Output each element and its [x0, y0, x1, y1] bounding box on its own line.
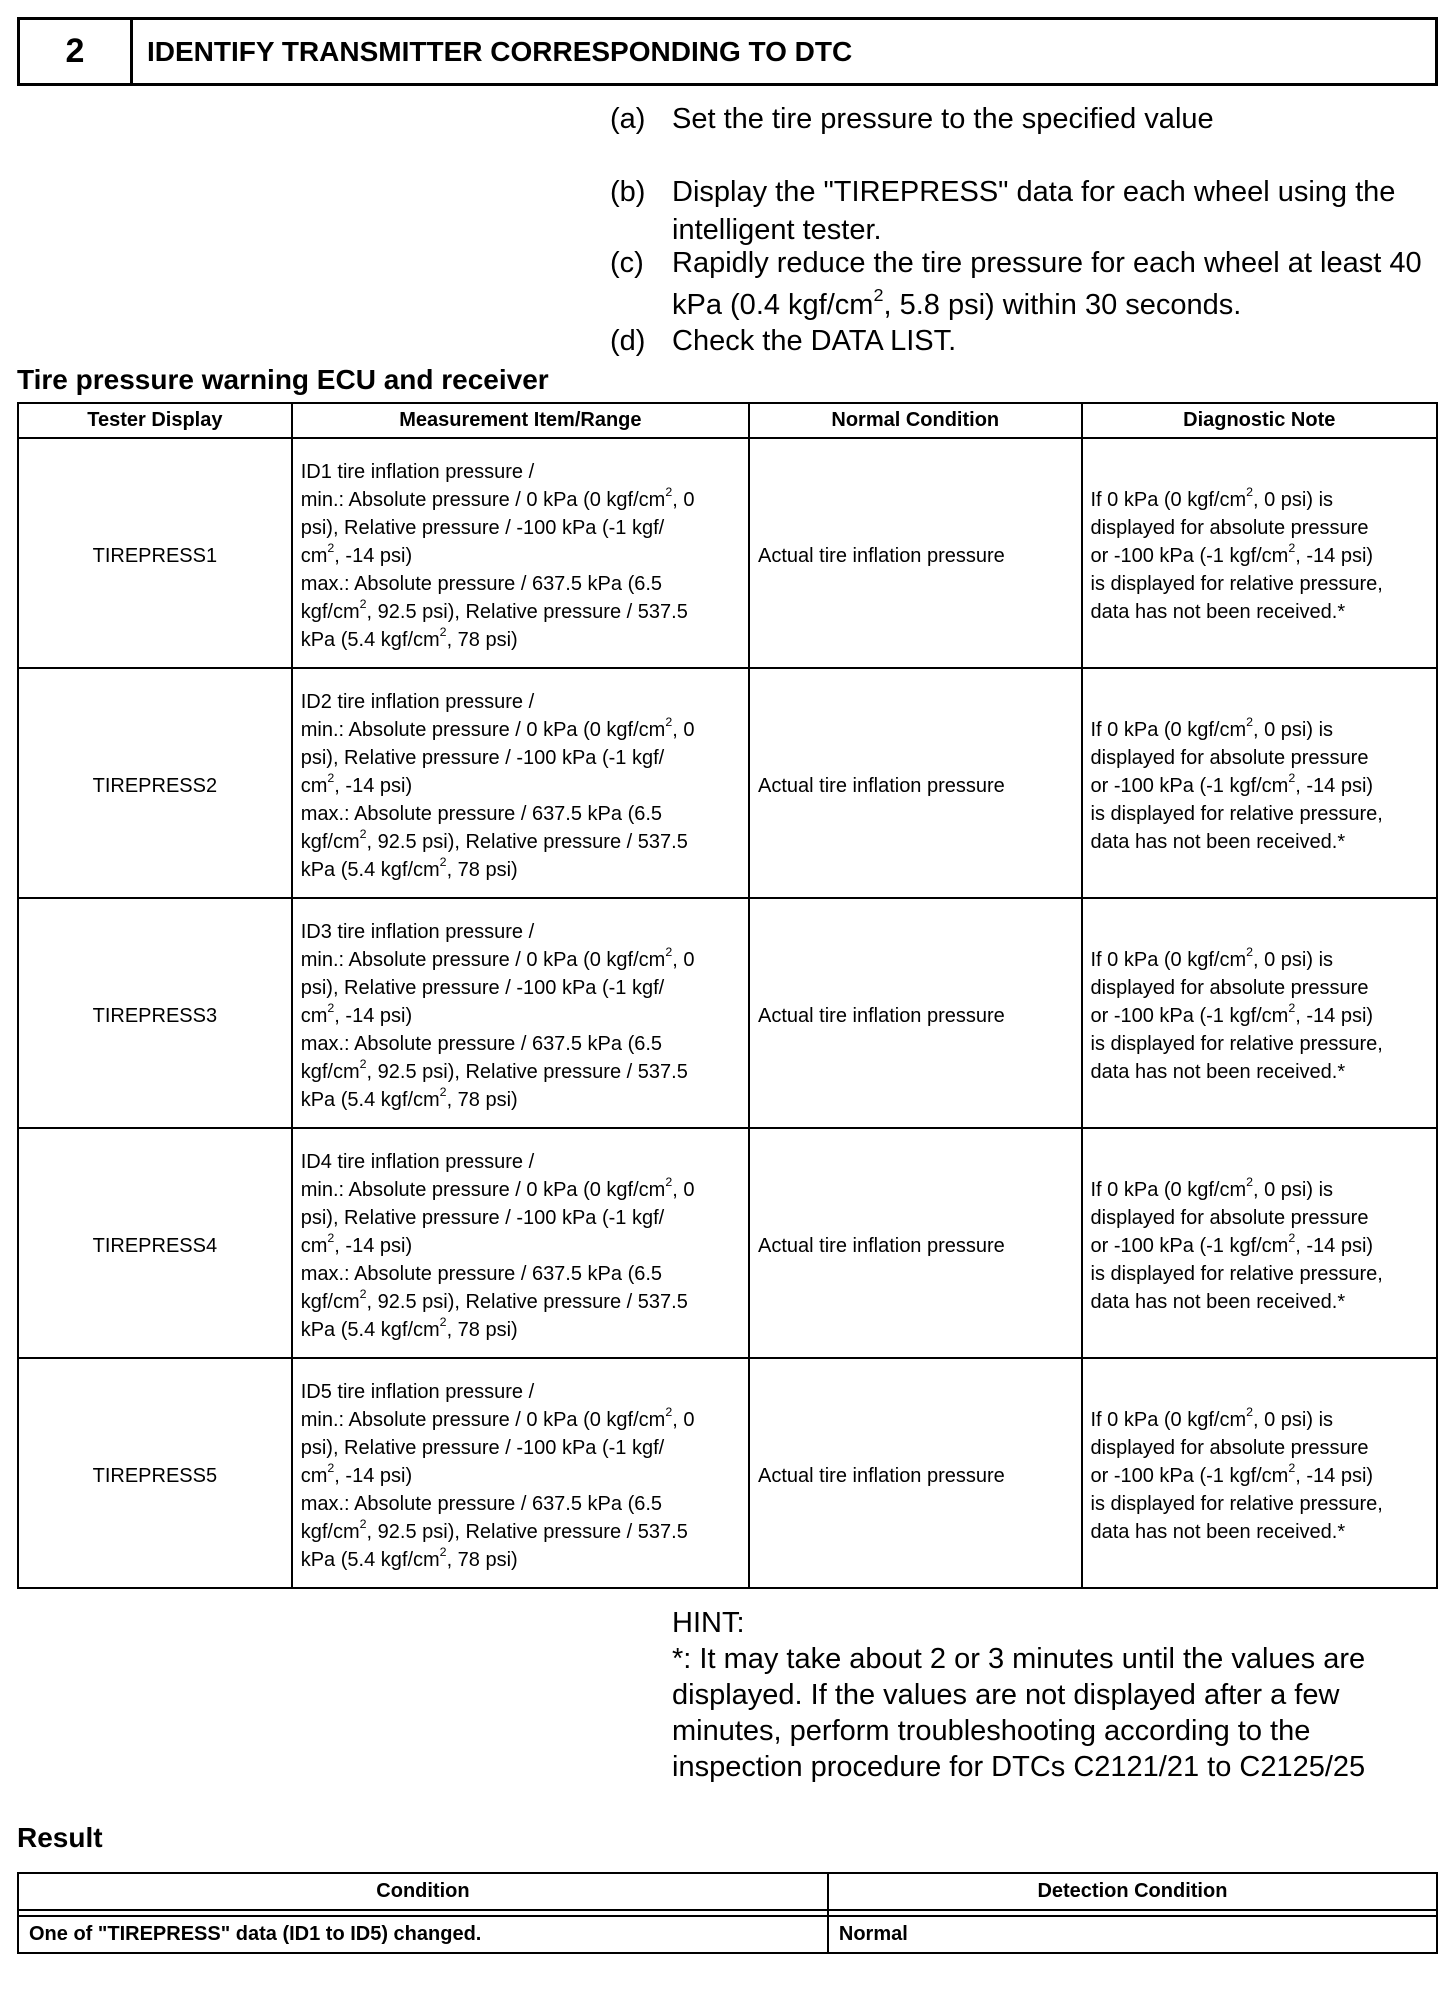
procedure-step-text: Display the "TIREPRESS" data for each wheel using the intelligent tester. [672, 176, 1396, 246]
diagnostic-note-line: or -100 kPa (-1 kgf/$cm^2$, -14 psi) [1090, 771, 1374, 797]
table-row [18, 445, 1437, 668]
column-header: Detection Condition [828, 1873, 1437, 1910]
measurement-line: kgf/$cm^2$, 92.5 psi), Relative pressure / 537.5 [300, 827, 688, 853]
diagnostic-note-line: data has not been received.* [1090, 1521, 1346, 1543]
measurement-line: $cm^2$, -14 psi) [300, 1231, 413, 1257]
normal-condition-cell: Actual tire inflation pressure [749, 1135, 1081, 1358]
procedure-step-label: (a) [610, 103, 646, 135]
data-table-title: Tire pressure warning ECU and receiver [17, 364, 549, 395]
measurement-line: max.: Absolute pressure / 637.5 kPa (6.5 [300, 1263, 663, 1285]
result-table [17, 1872, 1438, 1954]
procedure-step [610, 173, 1440, 246]
diagnostic-note-cell [1082, 1135, 1438, 1358]
table-row [18, 675, 1437, 898]
measurement-line: max.: Absolute pressure / 637.5 kPa (6.5 [300, 573, 663, 595]
measurement-line: kPa (5.4 kgf/$cm^2$, 78 psi) [300, 855, 518, 881]
diagnostic-note-line: or -100 kPa (-1 kgf/$cm^2$, -14 psi) [1090, 1461, 1374, 1487]
measurement-line: psi), Relative pressure / -100 kPa (-1 kgf/ [300, 1437, 665, 1459]
diagnostic-note-line: is displayed for relative pressure, [1090, 1263, 1383, 1285]
diagnostic-note-cell [1082, 445, 1438, 668]
diagnostic-note-line: displayed for absolute pressure [1090, 747, 1369, 769]
diagnostic-note-line: is displayed for relative pressure, [1090, 1493, 1383, 1515]
measurement-range-cell [292, 1365, 749, 1588]
measurement-line: min.: Absolute pressure / 0 kPa (0 kgf/$cm^2$, 0 [300, 1405, 695, 1431]
diagnostic-note-line: data has not been received.* [1090, 1291, 1346, 1313]
hint-block [672, 1605, 1432, 1785]
procedure-step-label: (d) [610, 325, 646, 357]
procedure-step [610, 242, 1440, 322]
step-header [17, 17, 1438, 86]
diagnostic-note-line: If 0 kPa (0 kgf/$cm^2$, 0 psi) is [1090, 945, 1334, 971]
diagnostic-note-line: If 0 kPa (0 kgf/$cm^2$, 0 psi) is [1090, 1175, 1334, 1201]
normal-condition-cell: Actual tire inflation pressure [749, 445, 1081, 668]
measurement-line: kPa (5.4 kgf/$cm^2$, 78 psi) [300, 625, 518, 651]
tester-display-cell: TIREPRESS3 [18, 905, 292, 1128]
measurement-line: ID5 tire inflation pressure / [300, 1381, 535, 1403]
diagnostic-note-line: If 0 kPa (0 kgf/$cm^2$, 0 psi) is [1090, 485, 1334, 511]
measurement-line: max.: Absolute pressure / 637.5 kPa (6.5 [300, 803, 663, 825]
measurement-range-cell [292, 445, 749, 668]
diagnostic-note-line: data has not been received.* [1090, 831, 1346, 853]
measurement-line: kgf/$cm^2$, 92.5 psi), Relative pressure / 537.5 [300, 597, 688, 623]
column-header: Tester Display [18, 403, 292, 438]
diagnostic-note-line: is displayed for relative pressure, [1090, 573, 1383, 595]
column-header: Diagnostic Note [1082, 403, 1438, 438]
measurement-line: max.: Absolute pressure / 637.5 kPa (6.5 [300, 1033, 663, 1055]
diagnostic-note-cell [1082, 1365, 1438, 1588]
measurement-line: psi), Relative pressure / -100 kPa (-1 kgf/ [300, 1207, 665, 1229]
procedure-step-text: Set the tire pressure to the specified value [672, 103, 1214, 135]
measurement-line: kPa (5.4 kgf/$cm^2$, 78 psi) [300, 1085, 518, 1111]
diagnostic-note-line: displayed for absolute pressure [1090, 517, 1369, 539]
measurement-line: $cm^2$, -14 psi) [300, 771, 413, 797]
diagnostic-note-cell [1082, 675, 1438, 898]
procedure-step-text: Check the DATA LIST. [672, 325, 957, 357]
normal-condition-cell: Actual tire inflation pressure [749, 675, 1081, 898]
measurement-range-cell [292, 905, 749, 1128]
table-header-row [18, 1873, 1437, 1910]
step-title: IDENTIFY TRANSMITTER CORRESPONDING TO DTC [147, 35, 853, 67]
hint-label: HINT: [672, 1607, 745, 1639]
measurement-line: ID1 tire inflation pressure / [300, 461, 535, 483]
diagnostic-note-line: data has not been received.* [1090, 601, 1346, 623]
measurement-line: kgf/$cm^2$, 92.5 psi), Relative pressure / 537.5 [300, 1287, 688, 1313]
diagnostic-note-line: or -100 kPa (-1 kgf/$cm^2$, -14 psi) [1090, 541, 1374, 567]
table-row [18, 905, 1437, 1128]
column-header: Condition [18, 1873, 828, 1910]
measurement-line: min.: Absolute pressure / 0 kPa (0 kgf/$cm^2$, 0 [300, 715, 695, 741]
procedure-step-label: (c) [610, 247, 644, 279]
diagnostic-note-line: data has not been received.* [1090, 1061, 1346, 1083]
diagnostic-note-line: displayed for absolute pressure [1090, 1437, 1369, 1459]
diagnostic-note-cell [1082, 905, 1438, 1128]
diagnostic-note-line: is displayed for relative pressure, [1090, 803, 1383, 825]
measurement-line: psi), Relative pressure / -100 kPa (-1 kgf/ [300, 977, 665, 999]
tester-display-cell: TIREPRESS5 [18, 1365, 292, 1588]
table-row [18, 1135, 1437, 1358]
procedure-step-text: Rapidly reduce the tire pressure for each wheel at least 40 kPa (0.4 kgf/$cm^2$, 5.8 psi) within 30 seconds. [672, 247, 1422, 321]
diagnostic-note-line: If 0 kPa (0 kgf/$cm^2$, 0 psi) is [1090, 715, 1334, 741]
measurement-range-cell [292, 675, 749, 898]
procedure-step [610, 322, 1440, 360]
measurement-line: kgf/$cm^2$, 92.5 psi), Relative pressure / 537.5 [300, 1517, 688, 1543]
measurement-line: $cm^2$, -14 psi) [300, 1461, 413, 1487]
measurement-line: ID2 tire inflation pressure / [300, 691, 535, 713]
measurement-line: psi), Relative pressure / -100 kPa (-1 kgf/ [300, 517, 665, 539]
measurement-line: kgf/$cm^2$, 92.5 psi), Relative pressure / 537.5 [300, 1057, 688, 1083]
procedure-step-label: (b) [610, 176, 646, 208]
measurement-line: $cm^2$, -14 psi) [300, 541, 413, 567]
normal-condition-cell: Actual tire inflation pressure [749, 905, 1081, 1128]
table-header-row [18, 403, 1437, 438]
measurement-line: kPa (5.4 kgf/$cm^2$, 78 psi) [300, 1545, 518, 1571]
result-title: Result [17, 1822, 103, 1853]
column-header: Normal Condition [749, 403, 1081, 438]
measurement-line: max.: Absolute pressure / 637.5 kPa (6.5 [300, 1493, 663, 1515]
tester-display-cell: TIREPRESS1 [18, 445, 292, 668]
table-row [18, 1365, 1437, 1588]
step-number: 2 [20, 20, 133, 83]
column-header: Measurement Item/Range [292, 403, 749, 438]
measurement-line: min.: Absolute pressure / 0 kPa (0 kgf/$cm^2$, 0 [300, 485, 695, 511]
normal-condition-cell: Actual tire inflation pressure [749, 1365, 1081, 1588]
tester-display-cell: TIREPRESS4 [18, 1135, 292, 1358]
measurement-line: $cm^2$, -14 psi) [300, 1001, 413, 1027]
procedure-list [610, 100, 1440, 360]
measurement-range-cell [292, 1135, 749, 1358]
diagnostic-note-line: If 0 kPa (0 kgf/$cm^2$, 0 psi) is [1090, 1405, 1334, 1431]
measurement-line: min.: Absolute pressure / 0 kPa (0 kgf/$cm^2$, 0 [300, 945, 695, 971]
hint-text: *: It may take about 2 or 3 minutes until the values are displayed. If the values are not displayed after a few minutes, perform troubleshooting according to the inspection procedure for DTCs C2121/21 to C2125/25 [672, 1643, 1366, 1783]
table-row [18, 1916, 1437, 1953]
measurement-line: kPa (5.4 kgf/$cm^2$, 78 psi) [300, 1315, 518, 1341]
procedure-step [610, 100, 1440, 173]
result-condition: One of "TIREPRESS" data (ID1 to ID5) changed. [18, 1916, 828, 1953]
diagnostic-note-line: or -100 kPa (-1 kgf/$cm^2$, -14 psi) [1090, 1231, 1374, 1257]
diagnostic-note-line: is displayed for relative pressure, [1090, 1033, 1383, 1055]
measurement-line: ID4 tire inflation pressure / [300, 1151, 535, 1173]
diagnostic-note-line: or -100 kPa (-1 kgf/$cm^2$, -14 psi) [1090, 1001, 1374, 1027]
result-detection: Normal [828, 1916, 1437, 1953]
diagnostic-note-line: displayed for absolute pressure [1090, 977, 1369, 999]
data-list-table [17, 402, 1438, 1589]
diagnostic-note-line: displayed for absolute pressure [1090, 1207, 1369, 1229]
measurement-line: min.: Absolute pressure / 0 kPa (0 kgf/$cm^2$, 0 [300, 1175, 695, 1201]
measurement-line: psi), Relative pressure / -100 kPa (-1 kgf/ [300, 747, 665, 769]
tester-display-cell: TIREPRESS2 [18, 675, 292, 898]
measurement-line: ID3 tire inflation pressure / [300, 921, 535, 943]
